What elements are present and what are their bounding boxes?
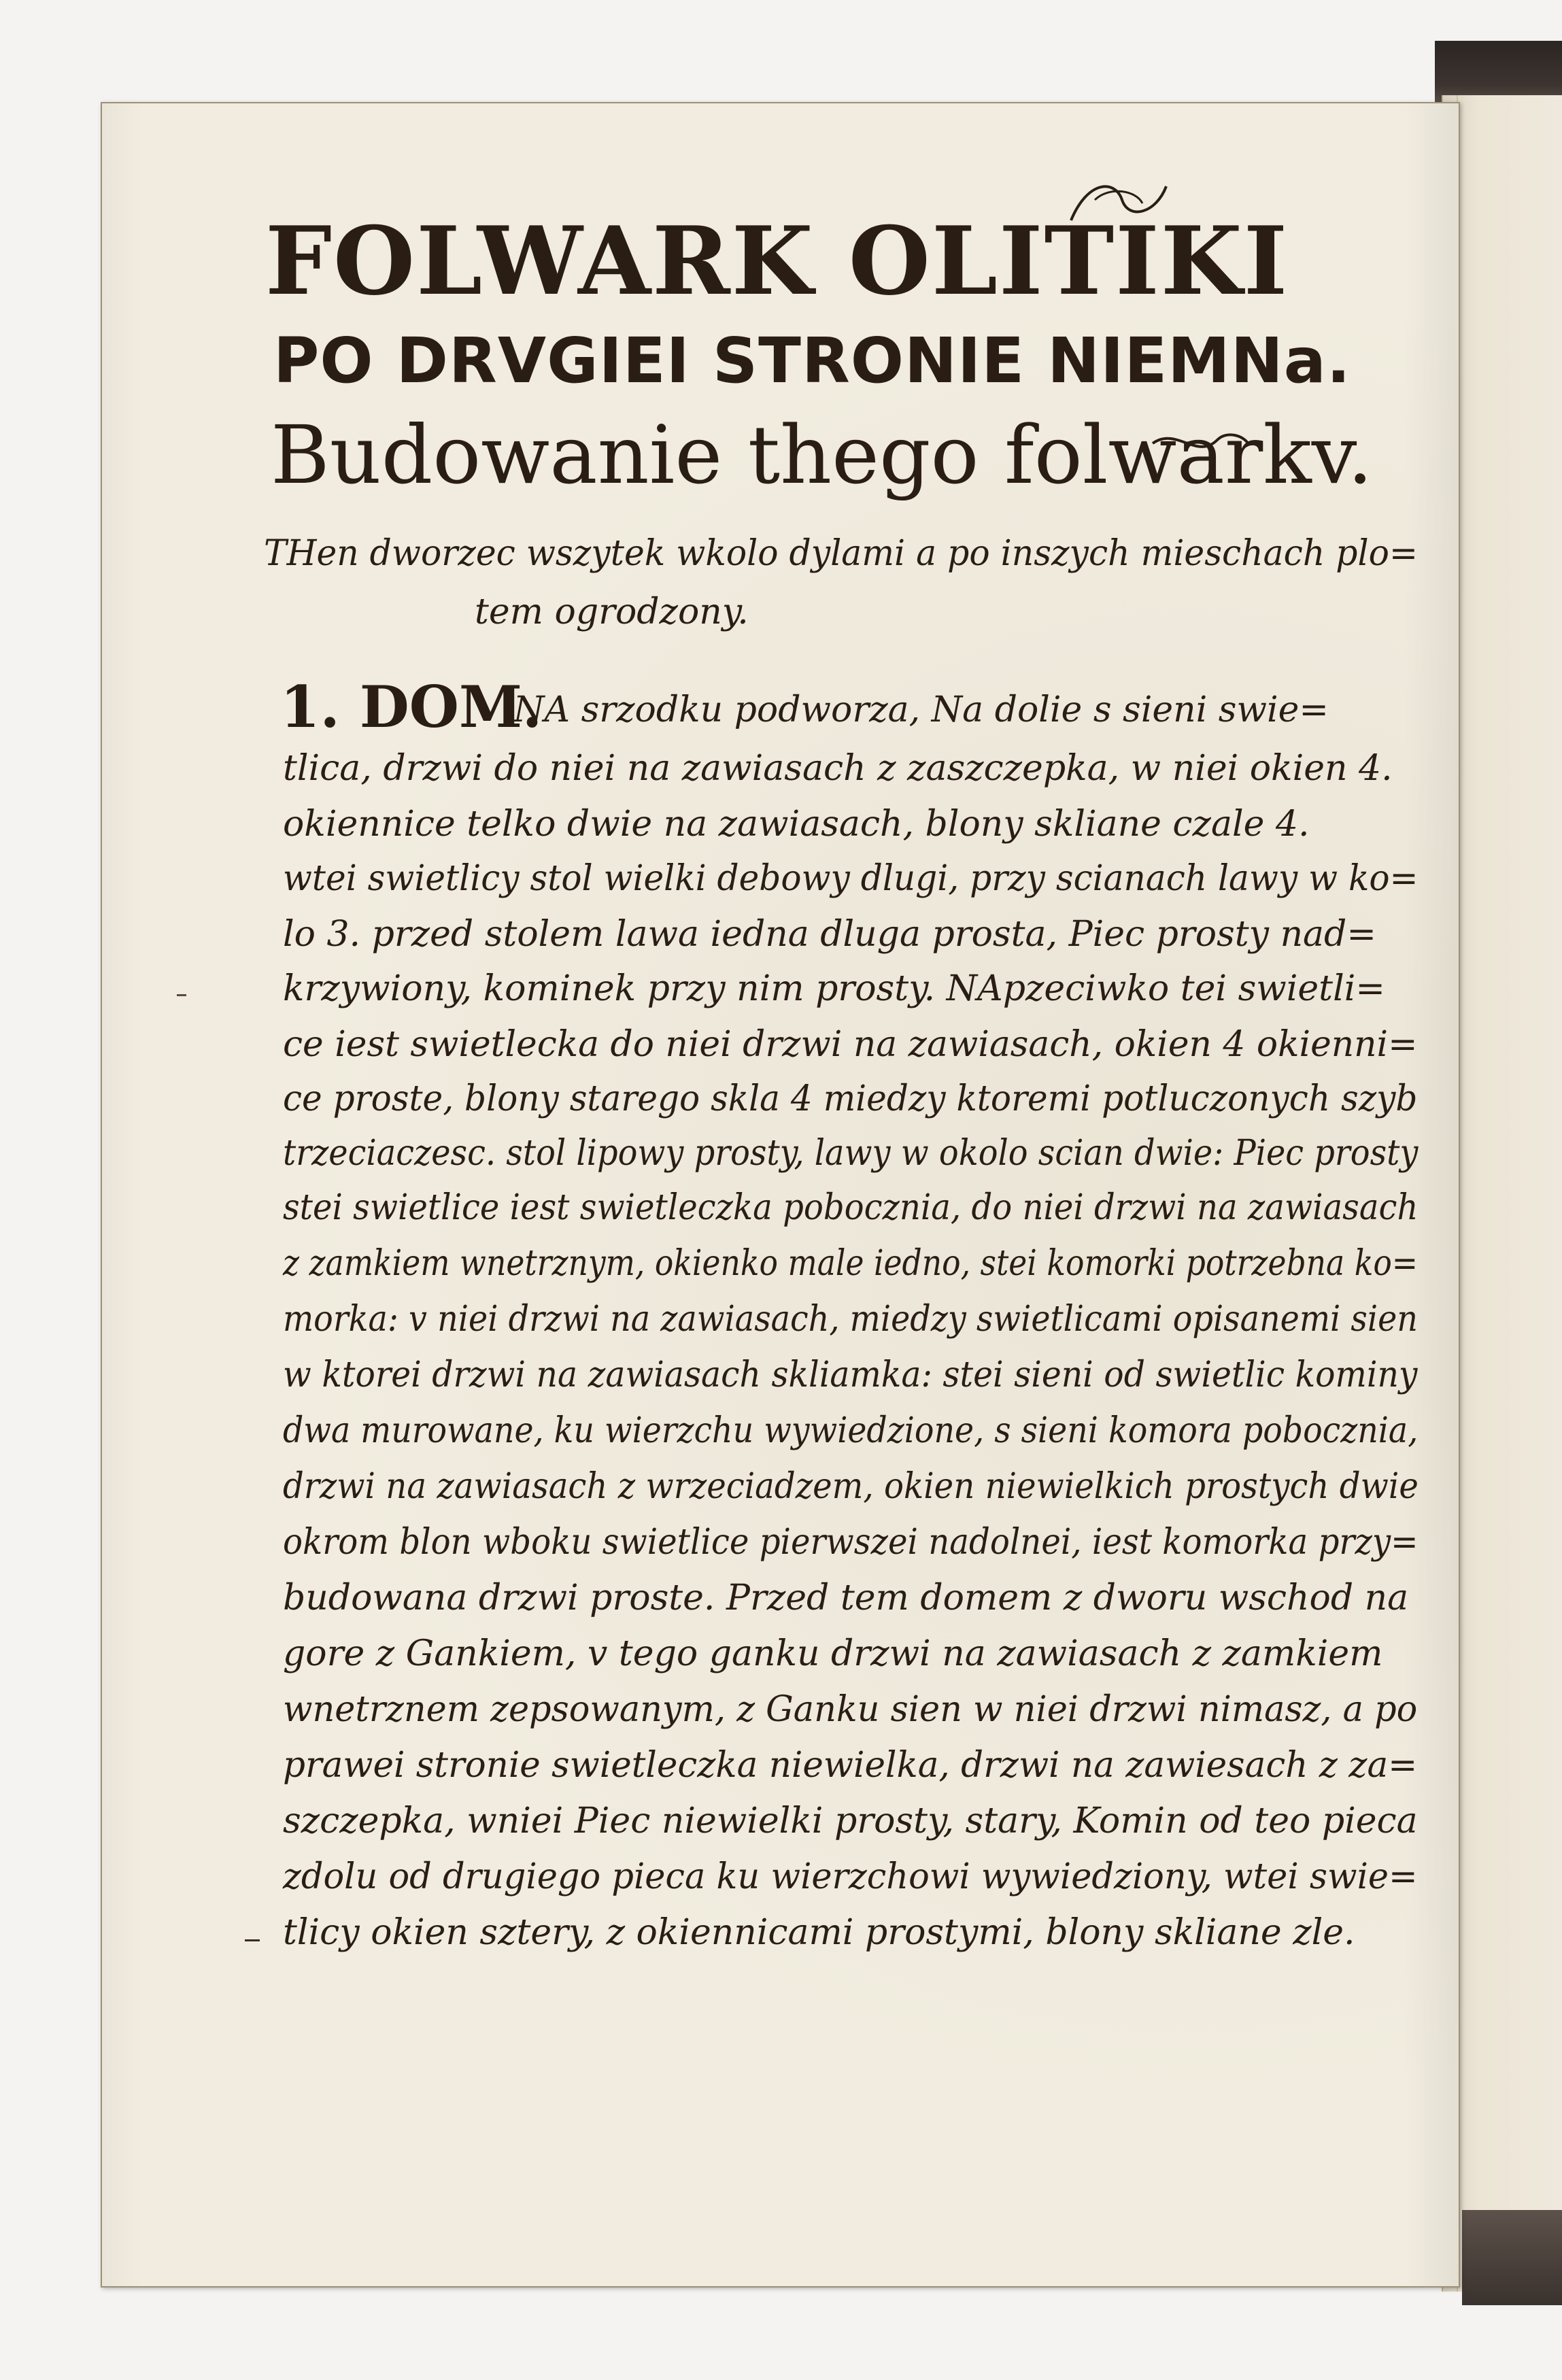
margin-dash (245, 1939, 260, 1941)
text-line: prawei stronie swietleczka niewielka, drzwi na zawiesach z za= (283, 1745, 1418, 1786)
text-line: okrom blon wboku swietlice pierwszei nadolnei, iest komorka przy= (283, 1522, 1419, 1563)
text-line: wnetrznem zepsowanym, z Ganku sien w niei drzwi nimasz, a po (283, 1689, 1418, 1730)
intro-line-2: tem ogrodzony. (475, 592, 749, 632)
text-line: okiennice telko dwie na zawiasach, blony skliane czale 4. (283, 804, 1310, 845)
text-line: ce proste, blony starego skla 4 miedzy ktoremi potluczonych szyb (283, 1078, 1418, 1119)
text-line: stei swietlice iest swietleczka pobocznia, do niei drzwi na zawiasach (283, 1187, 1419, 1228)
text-line: lo 3. przed stolem lawa iedna dluga prosta, Piec prosty nad= (283, 914, 1376, 955)
text-line: wtei swietlicy stol wielki debowy dlugi, przy scianach lawy w ko= (283, 858, 1419, 899)
text-line: zdolu od drugiego pieca ku wierzchowi wywiedziony, wtei swie= (283, 1856, 1418, 1897)
text-line: ce iest swietlecka do niei drzwi na zawiasach, okien 4 okienni= (283, 1024, 1418, 1065)
text-line: tlica, drzwi do niei na zawiasach z zaszczepka, w niei okien 4. (283, 748, 1393, 789)
text-line: gore z Gankiem, v tego ganku drzwi na zawiasach z zamkiem (283, 1633, 1383, 1674)
title-line-2: PO DRVGIEI STRONIE NIEMNa. (273, 324, 1351, 397)
text-line: szczepka, wniei Piec niewielki prosty, stary, Komin od teo pieca (283, 1801, 1418, 1841)
text-line: trzeciaczesc. stol lipowy prosty, lawy w okolo scian dwie: Piec prosty (283, 1133, 1419, 1174)
text-line: budowana drzwi proste. Przed tem domem z dworu wschod na (283, 1578, 1409, 1618)
text-line: NA srzodku podworza, Na dolie s sieni swie= (513, 690, 1329, 730)
flourish-ornament-2 (1149, 423, 1251, 464)
manuscript-page (101, 102, 1460, 2288)
title-line-1: FOLWARK OLITIKI (265, 205, 1289, 316)
margin-mark (177, 994, 186, 996)
text-line: w ktorei drzwi na zawiasach skliamka: stei sieni od swietlic kominy (283, 1355, 1418, 1395)
text-line: drzwi na zawiasach z wrzeciadzem, okien niewielkich prostych dwie (283, 1466, 1419, 1507)
intro-line-1: THen dworzec wszytek wkolo dylami a po inszych mieschach plo= (264, 533, 1419, 574)
title-line-3: Budowanie thego folwarkv. (271, 408, 1373, 502)
text-line: tlicy okien sztery, z okiennicami prostymi, blony skliane zle. (283, 1912, 1355, 1953)
book-binding-bottom (1462, 2210, 1562, 2305)
text-line: dwa murowane, ku wierzchu wywiedzione, s sieni komora pobocznia, (283, 1410, 1419, 1451)
text-line: krzywiony, kominek przy nim prosty. NApzeciwko tei swietli= (283, 968, 1385, 1009)
text-line: z zamkiem wnetrznym, okienko male iedno, stei komorki potrzebna ko= (283, 1243, 1418, 1284)
section-heading: 1. DOM. (280, 673, 543, 741)
flourish-ornament (1068, 173, 1170, 234)
text-line: morka: v niei drzwi na zawiasach, miedzy swietlicami opisanemi sien (283, 1299, 1418, 1340)
